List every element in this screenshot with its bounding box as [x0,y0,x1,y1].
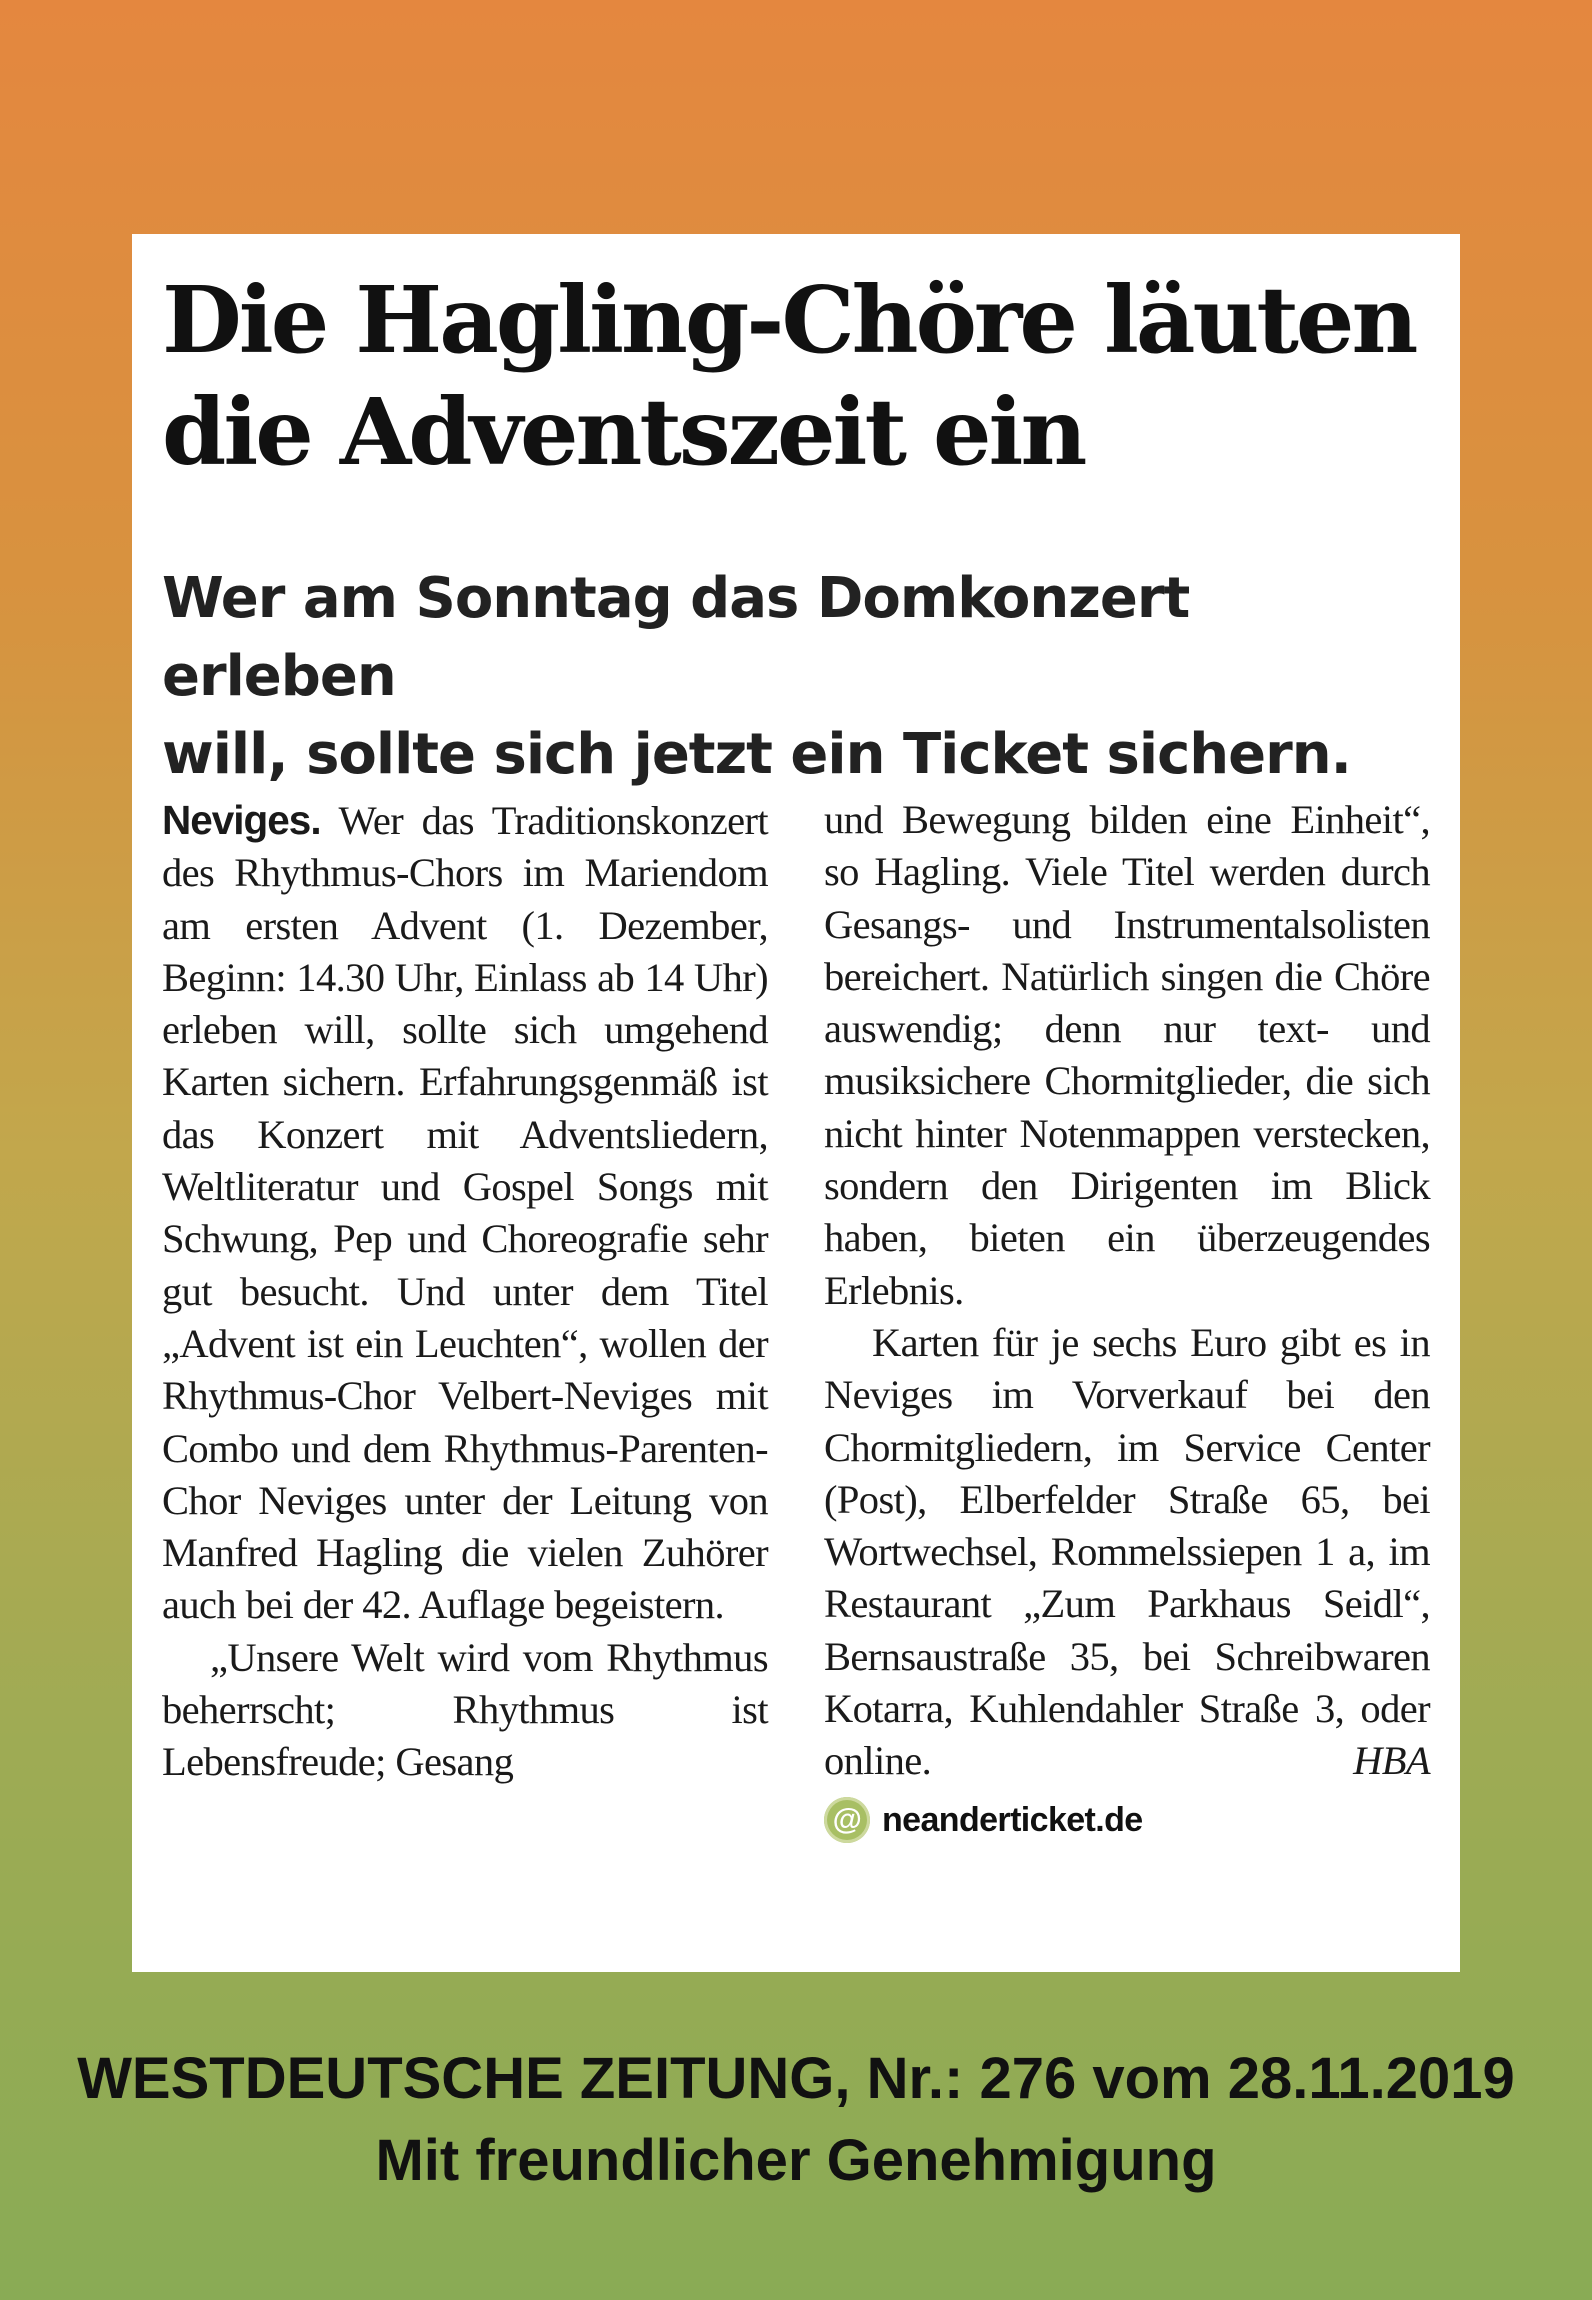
at-icon: @ [824,1797,870,1843]
article-subheadline: Wer am Sonntag das Domkonzert erleben will, sollte sich jetzt ein Ticket sichern. [162,566,1351,787]
source-citation: WESTDEUTSCHE ZEITUNG, Nr.: 276 vom 28.11.2019 [77,2046,1515,2111]
ticket-link[interactable] [824,1794,1430,1846]
paragraph-text: Wer das Traditionskonzert des Rhythmus-Chors im Mariendom am ersten Advent (1. Dezember, Beginn: 14.30 Uhr, Einlass ab 14 Uhr) erleben will, sollte sich umgehend Karten sichern. Erfahrungsgenmäß ist das Konzert mit Adventsliedern, Weltliteratur und Gospel Songs mit Schwung, Pep und Choreografie sehr gut besucht. Und unter dem Titel „Advent ist ein Leuchten“, wollen der Rhythmus-Chor Velbert-Neviges mit Combo und dem Rhythmus-Parenten-Chor Neviges unter der Leitung von Manfred Hagling die vielen Zuhörer auch bei der 42. Auflage begeistern. [162,798,769,1628]
ticket-link-text: neanderticket.de [882,1800,1143,1839]
newspaper-clipping [132,234,1460,1972]
permission-note: Mit freundlicher Genehmigung [375,2128,1217,2193]
article-paragraph: „Unsere Welt wird vom Rhythmus beherrscht; Rhythmus ist Lebensfreude; Gesang [162,1634,768,1785]
paragraph-text: Karten für je sechs Euro gibt es in Neviges im Vorverkauf bei den Chormitgliedern, im Service Center (Post), Elberfelder Straße 65, bei Wortwechsel, Rommelssiepen 1 a, im Restaurant „Zum Parkhaus Seidl“, Bernsaustraße 35, bei Schreibwaren Kotarra, Kuhlendahler Straße 3, oder online. [824,1319,1430,1784]
author-initials: HBA [1353,1738,1430,1784]
article-paragraph: und Bewegung bilden eine Einheit“, so Hagling. Viele Titel werden durch Gesangs- und Instrumentalsolisten bereichert. Natürlich singen die Chöre auswendig; denn nur text- und musiksichere Chormitglieder, die sich nicht hinter Notenmappen verstecken, sondern den Dirigenten im Blick haben, bieten ein überzeugendes Erlebnis. [824,797,1430,1313]
article-body [162,794,1430,1846]
article-paragraph [824,1317,1430,1788]
article-dateline: Neviges. [162,797,321,843]
source-footer [0,2038,1592,2202]
article-column-left [162,794,768,1846]
article-headline: Die Hagling-Chöre läuten die Adventszeit ein [162,266,1416,486]
article-column-right [824,794,1430,1846]
article-paragraph [162,794,768,1632]
